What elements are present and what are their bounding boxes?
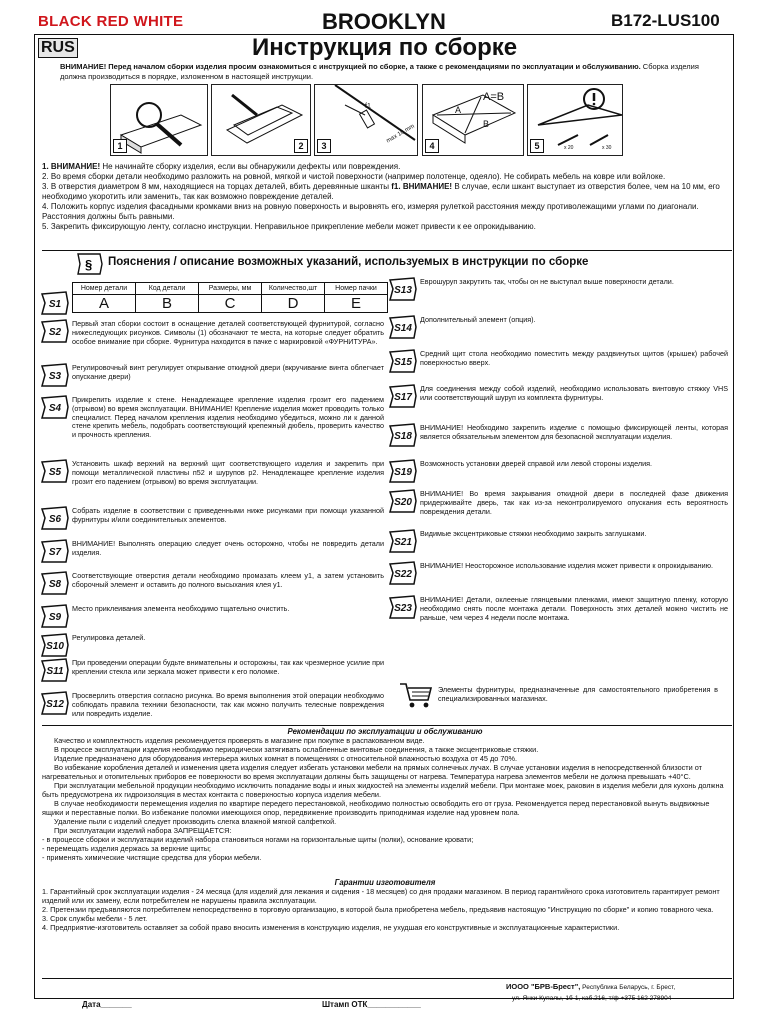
section-symbol-icon (40, 505, 68, 531)
legend-title-icon (76, 252, 104, 281)
section-symbol-label: S4 (48, 403, 62, 414)
paragraph: 4. Предприятие-изготовитель оставляет за собой право вносить изменения в конструкцию изделия, не ухудшая его конструктивные и эксплуатационные характеристики. (42, 923, 620, 932)
section-symbol-icon (40, 318, 68, 344)
section-symbol-icon (388, 348, 416, 374)
section-symbol-icon (388, 314, 416, 340)
paragraph: 2. Претензии предъявляются потребителем непосредственно в торговую организацию, в которой была приобретена мебель, предъявив настоящую "Инструкцию по сборке" и копию товарного чека. (42, 905, 714, 914)
rule-2: 2. Во время сборки детали необходимо разложить на ровной, мягкой и чистой поверхности (например полотенце, одеяло). Не собирать мебель на ковре или войлоке. (42, 172, 666, 181)
legend-title: Пояснения / описание возможных указаний, используемых в инструкции по сборке (108, 256, 589, 268)
paragraph: 1. Гарантийный срок эксплуатации изделия - 24 месяца (для изделий для лежания и сидения - 18 месяцев) со дня продажи магазином. В период гарантийного срока изготовитель гарантирует ремонт изделий или их замену, если потребителем не нарушены правила эксплуатации. (42, 887, 720, 905)
recommendations-body (42, 736, 730, 862)
section-symbol-label: S18 (394, 431, 412, 442)
section-symbol-label: S3 (48, 371, 62, 382)
instruction-note: Дополнительный элемент (опция). (420, 315, 536, 324)
section-symbol-icon (40, 603, 68, 629)
instruction-note: ВНИМАНИЕ! Во время закрывания откидной двери в последней фазе движения придерживайте дверь, так как из-за неконтролируемого опускания есть вероятность повреждения детали. (420, 489, 728, 516)
manufacturer: ИООО "БРВ-Брест", Республика Беларусь, г. Брест, (506, 982, 676, 991)
diagonal-equal-label: A=B (483, 91, 505, 103)
paragraph: В случае необходимости перемещения изделия по квартире передего перестановкой, необходимо полностью освободить его от груза. Рекомендуется перед перестановкой вынуть выдвижные ящики и переставные полки. Во избежание поломки имеющихся опор, передвижение производить приподнимая изделие над уровнем пола. (42, 799, 710, 817)
step-2-panel (211, 84, 311, 156)
table-header: Количество,шт (262, 283, 325, 295)
brand-logo (38, 13, 183, 30)
step-label: 2 (294, 139, 308, 153)
section-symbol-icon (388, 458, 416, 484)
section-symbol-label: S17 (394, 392, 412, 403)
instruction-note: Видимые эксцентриковые стяжки необходимо закрыть заглушками. (420, 529, 647, 538)
instruction-note: Собрать изделие в соответствии с приведенными ниже рисунками при помощи указанной фурнитуры и/или соединительных элементов. (72, 506, 384, 524)
instruction-note: ВНИМАНИЕ! Неосторожное использование изделия может привести к опрокидыванию. (420, 561, 714, 570)
rule-1: 1. ВНИМАНИЕ! Не начинайте сборку изделия, если вы обнаружили дефекты или повреждения. (42, 162, 401, 171)
instruction-note: При проведении операции будьте внимательны и осторожны, так как чрезмерное усилие при креплении стекла или зеркала может привести к его поломке. (72, 658, 384, 676)
part-label-table (72, 282, 388, 313)
rule-3: 3. В отверстия диаметром 8 мм, находящиеся на торцах деталей, вбить деревянные шканты f1. ВНИМАНИЕ! В случае, если шкант выступает из отверстия более, чем на 10 мм, его необходимо укоротить или заменить, так как возможно повреждение деталей. (42, 182, 720, 201)
step-label: 1 (113, 139, 127, 153)
guarantee-body (42, 887, 730, 932)
step-4-panel (422, 84, 524, 156)
paragraph: - применять химические чистящие средства для уборки мебели. (42, 853, 262, 862)
section-symbol-label: S13 (394, 285, 412, 296)
dowel-label: f1 (365, 103, 371, 110)
section-symbol-label: S1 (48, 299, 62, 310)
instruction-note: Регулировочный винт регулирует открывание откидной двери (вкручивание винта облегчает опускание двери) (72, 363, 384, 381)
section-symbol-icon (388, 276, 416, 302)
instruction-note: ВНИМАНИЕ! Детали, оклееные глянцевыми пленками, имеют защитную пленку, которую необходимо снять после монтажа детали. Поверхность этих деталей можно чистить не раньше, чем через 4 недели после монтажа. (420, 595, 728, 622)
section-symbol-icon (40, 657, 68, 683)
instruction-note: Установить шкаф верхний на верхний щит соответствующего изделия и закрепить при помощи металлической пластины п52 и шурупов р2. Ненадлежащее крепление изделия грозит его падением (отрывом) во время эксплуатации. (72, 459, 384, 486)
instruction-note: Соответствующие отверстия детали необходимо промазать клеем у1, а затем установить сборочный элемент и оставить до полного высыхания клея у1. (72, 571, 384, 589)
instruction-note: Средний щит стола необходимо поместить между раздвинутых щитов (крышек) рабочей поверхностью вверх. (420, 349, 728, 367)
section-symbol-icon (40, 362, 68, 388)
table-header: Код детали (136, 283, 199, 295)
section-symbol-label: S7 (48, 547, 62, 558)
legend-divider (42, 250, 732, 251)
section-symbol-icon (388, 528, 416, 554)
section-symbol-icon (40, 632, 68, 658)
footer-divider (42, 978, 732, 979)
section-symbol-label: S6 (48, 514, 62, 525)
shopping-cart-icon (398, 680, 434, 715)
cart-note: Элементы фурнитуры, предназначенные для самостоятельного приобретения в специализированных магазинах. (438, 685, 718, 703)
table-header: Номер пачки (325, 283, 388, 295)
table-cell: D (262, 295, 325, 313)
section-symbol-label: S8 (48, 579, 62, 590)
instruction-note: Место приклеивания элемента необходимо тщательно очистить. (72, 604, 290, 613)
model-name: BROOKLYN (322, 9, 446, 34)
paragraph: Качество и комплектность изделия рекомендуется проверять в магазине при покупке в распакованном виде. (54, 736, 425, 745)
section-symbol-label: S22 (394, 569, 412, 580)
instruction-note: ВНИМАНИЕ! Выполнять операцию следует очень осторожно, чтобы не повредить детали изделия. (72, 539, 384, 557)
table-cell: A (73, 295, 136, 313)
brand-name: BLACK RED WHITE (38, 13, 184, 30)
table-cell: E (325, 295, 388, 313)
product-code: B172-LUS100 (611, 11, 720, 30)
table-cell: C (199, 295, 262, 313)
section-symbol-icon (40, 290, 68, 316)
svg-text:§: § (85, 257, 93, 272)
section-symbol-label: S19 (394, 467, 412, 478)
section-symbol-label: S23 (394, 603, 412, 614)
instruction-note: ВНИМАНИЕ! Необходимо закрепить изделие с помощью фиксирующей ленты, которая является обязательным элементом для безопасной эксплуатации изделия. (420, 423, 728, 441)
instruction-note: Для соединения между собой изделий, необходимо использовать винтовую стяжку VHS или соответствующий шуруп из комплекта фурнитуры. (420, 384, 728, 402)
section-symbol-label: S5 (48, 467, 62, 478)
paragraph: Изделие предназначено для оборудования интерьера жилых комнат в помещениях с относительной влажностью воздуха от 45 до 70%. (54, 754, 517, 763)
section-symbol-icon (40, 538, 68, 564)
section-symbol-icon (388, 422, 416, 448)
paragraph: - в процессе сборки и эксплуатации изделий набора становиться ногами на горизонтальные щиты (полки), основание кровати; (42, 835, 474, 844)
section-symbol-label: S9 (48, 612, 62, 623)
section-symbol-label: S10 (46, 641, 64, 652)
paragraph: При эксплуатации изделий набора ЗАПРЕЩАЕТСЯ: (54, 826, 232, 835)
section-symbol-icon (40, 570, 68, 596)
section-symbol-icon (40, 394, 68, 420)
instruction-note: Возможность установки дверей справой или левой стороны изделия. (420, 459, 652, 468)
step-1-panel (110, 84, 208, 156)
manufacturer-address: ул. Янки Купалы, 1б-1, каб.216, т/ф +375 162 278904 (512, 995, 672, 1002)
instruction-note: Прикрепить изделие к стене. Ненадлежащее крепление изделия грозит его падением (отрывом) во время эксплуатации. ВНИМАНИЕ! Крепление изделия может проводить только специалист. Перед началом крепления изделия необходимо убедиться, можно ли к данной стене крепить мебель, подобрать соответствующий крепежный дюбель, проверить качество и прочность крепления. (72, 395, 384, 440)
table-header: Размеры, мм (199, 283, 262, 295)
instruction-note: Первый этап сборки состоит в оснащение деталей соответствующей фурнитурой, согласно нижеследующих рисунков. Символы (1) обозначают те места, на которые следует обратить особое внимание при сборке. Фурнитура находится в пачке с маркировкой «ФУРНИТУРА». (72, 319, 384, 346)
section-symbol-icon (40, 690, 68, 716)
stamp-field: Штамп ОТК____________ (322, 1000, 421, 1009)
diagonal-b-label: B (483, 119, 490, 129)
section-symbol-icon (388, 594, 416, 620)
recommendations-divider (42, 725, 732, 726)
depth-label: max 10 mm (385, 123, 416, 145)
rule-4: 4. Положить корпус изделия фасадными кромками вниз на ровную поверхность и выровнять его, измеряя рулеткой расстояния между противолежащими углами по диагонали. Расстояния должны быть равными. (42, 202, 699, 221)
guarantee-title: Гарантии изготовителя (334, 878, 436, 887)
step-label: 4 (425, 139, 439, 153)
section-symbol-label: S11 (46, 666, 64, 677)
step-label: 3 (317, 139, 331, 153)
section-symbol-label: S2 (48, 327, 62, 338)
section-symbol-label: S20 (394, 497, 412, 508)
date-field: Дата_______ (82, 1000, 132, 1009)
section-symbol-icon (388, 383, 416, 409)
paragraph: Удаление пыли с изделий следует производить слегка влажной мягкой салфеткой. (54, 817, 337, 826)
paragraph: 3. Срок службы мебели - 5 лет. (42, 914, 148, 923)
paragraph: При эксплуатации мебельной продукции необходимо исключить попадание воды и иных жидкостей на элементы изделий мебели. При монтаже моек, раковин в изделия мебели для кухонь должна быть предусмотрена их гидроизоляция в местах контакта с поверхностью корпуса изделия мебели. (42, 781, 724, 799)
table-cell: B (136, 295, 199, 313)
section-symbol-icon (40, 458, 68, 484)
qty-label: x 30 (602, 145, 612, 151)
recommendations-title: Рекомендации по эксплуатации и обслуживанию (287, 727, 483, 736)
paragraph: Во избежание коробления деталей и изменения цвета изделия следует избегать установки мебели на прямых солнечных лучах. В случае установки изделия в непосредственной близости от нагревательных и отопительных приборов ее поверхности во время эксплуатации должны быть защищены от нагрева. Температура нагрева элементов мебели не должна превышать +40°С. (42, 763, 702, 781)
section-symbol-label: S14 (394, 323, 412, 334)
assembly-rules (42, 162, 732, 232)
rule-5: 5. Закрепить фиксирующую ленту, согласно инструкции. Неправильное прикрепление мебели может привести к ее опрокидыванию. (42, 222, 536, 231)
section-symbol-label: S15 (394, 357, 412, 368)
section-symbol-label: S12 (46, 699, 64, 710)
page-title: Инструкция по сборке (252, 34, 518, 61)
step-5-panel (527, 84, 623, 156)
instruction-note: Регулировка деталей. (72, 633, 146, 642)
table-header: Номер детали (73, 283, 136, 295)
qty-label: x 20 (564, 145, 574, 151)
instruction-note: Просверлить отверстия согласно рисунка. Во время выполнения этой операции необходимо соблюдать правила техники безопасности, так как можно получить телесные повреждения или повредить изделие. (72, 691, 384, 718)
section-symbol-icon (388, 560, 416, 586)
section-symbol-label: S21 (394, 537, 412, 548)
diagonal-a-label: A (455, 105, 462, 115)
section-symbol-icon (388, 488, 416, 514)
paragraph: - перемещать изделия держась за верхние щиты; (42, 844, 211, 853)
attention-intro: ВНИМАНИЕ! Перед началом сборки изделия просим ознакомиться с инструкцией по сборке, а также с рекомендациями по эксплуатации и обслуживанию. Сборка изделия должна производиться в порядке, изложенном в настоящей инструкции. (60, 62, 699, 81)
step-label: 5 (530, 139, 544, 153)
step-3-panel (314, 84, 418, 156)
paragraph: В процессе эксплуатации изделия необходимо периодически затягивать ослабленные винтовые соединения, а также эксцентриковые стяжки. (54, 745, 539, 754)
language-badge: RUS (38, 38, 78, 58)
instruction-note: Еврошуруп закрутить так, чтобы он не выступал выше поверхности детали. (420, 277, 674, 286)
